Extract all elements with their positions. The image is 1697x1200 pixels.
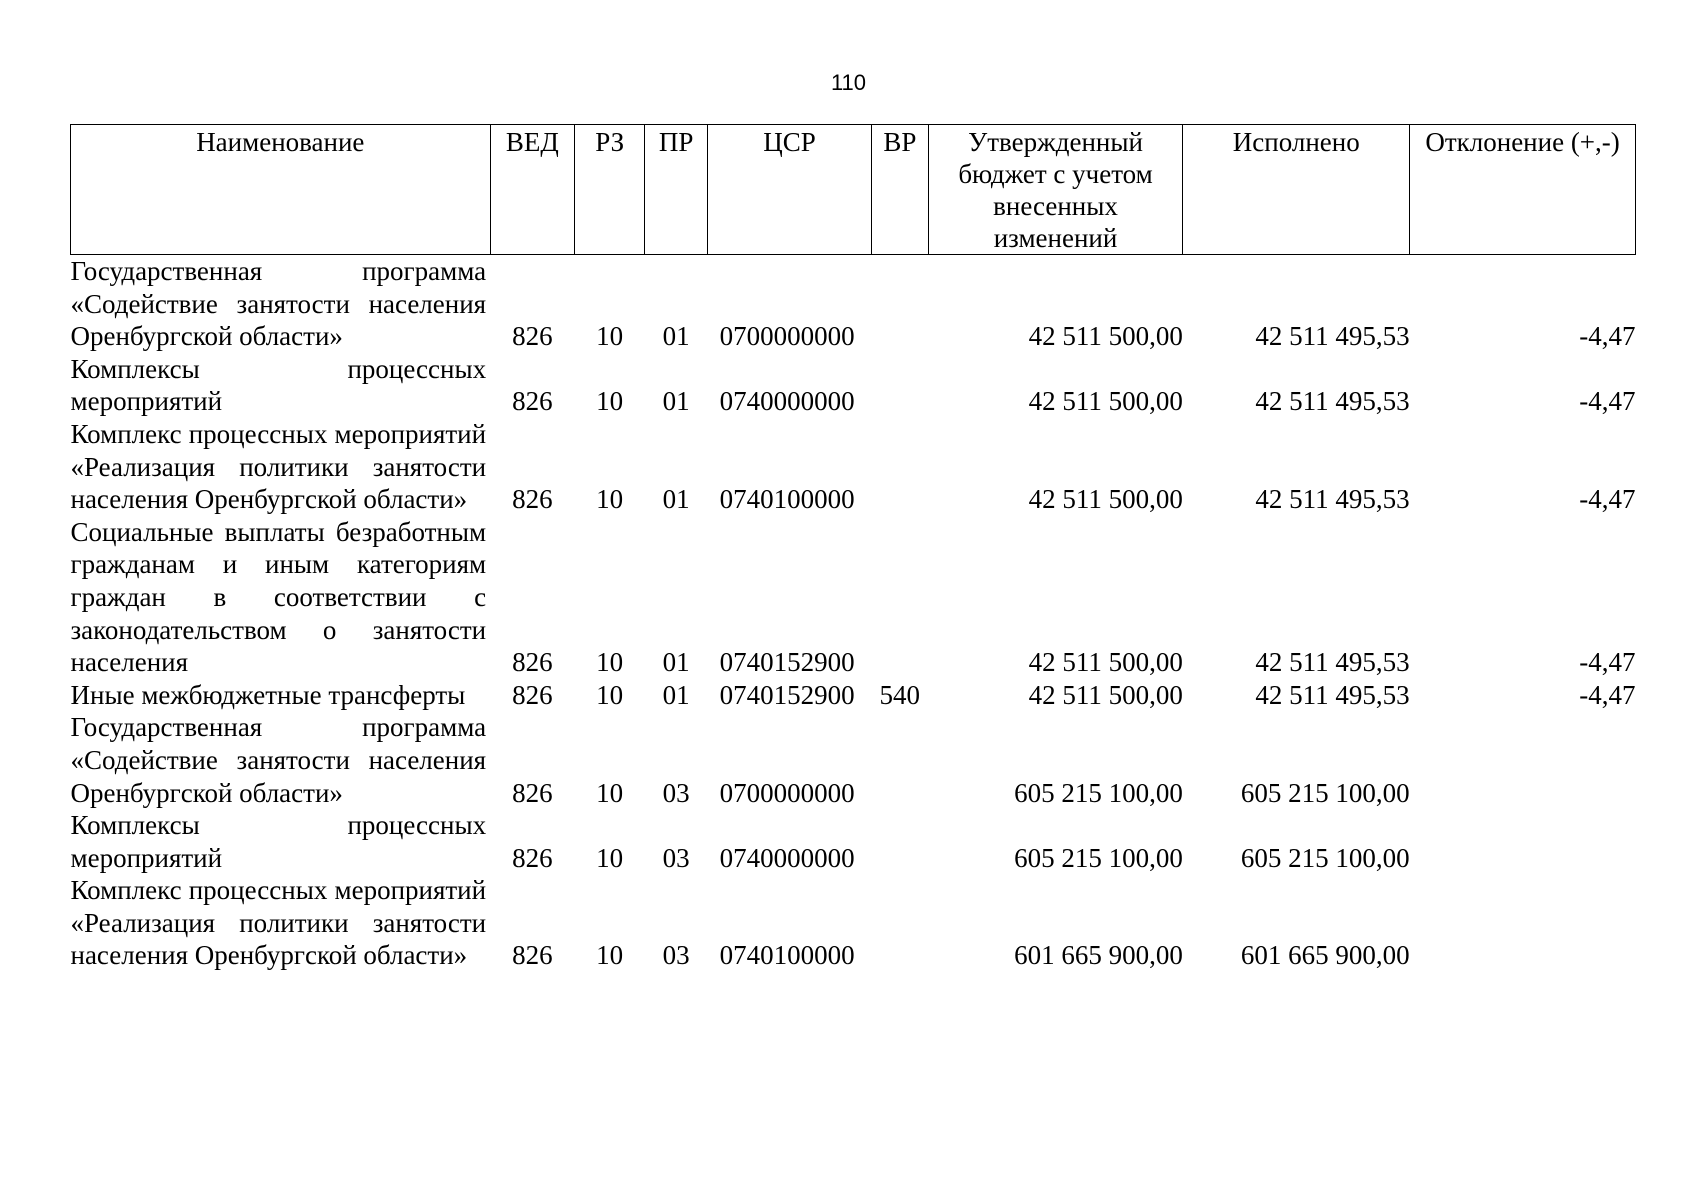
cell-deviation: -4,47 [1579,386,1636,417]
col-header-name: Наименование [71,125,491,255]
page-number: 110 [830,70,867,95]
cell-rz: 10 [596,940,624,971]
cell-executed: 605 215 100,00 [1240,777,1410,808]
cell-vr [872,809,929,874]
col-header-rz: РЗ [575,125,645,255]
cell-budget: 42 511 500,00 [1028,679,1183,710]
cell-ved: 826 [512,386,553,417]
cell-vr [872,353,929,418]
col-header-csr: ЦСР [708,125,872,255]
cell-csr: 0740100000 [719,940,855,971]
cell-name: Государственная программа «Содействие занятости населения Оренбургской области» [70,256,487,352]
cell-pr: 01 [662,484,690,515]
cell-rz: 10 [596,484,624,515]
col-header-executed: Исполнено [1183,125,1410,255]
cell-csr: 0740000000 [719,842,855,873]
col-header-vr: ВР [872,125,929,255]
cell-ved: 826 [512,679,553,710]
cell-vr: 540 [879,679,921,710]
cell-pr: 01 [662,679,690,710]
cell-csr: 0740000000 [719,386,855,417]
cell-budget: 42 511 500,00 [1028,386,1183,417]
cell-name: Комплекс процессных мероприятий «Реализация политики занятости населения Оренбургской области» [70,418,487,515]
cell-pr: 03 [662,777,690,808]
cell-executed: 42 511 495,53 [1255,321,1410,352]
cell-name: Государственная программа «Содействие занятости населения Оренбургской области» [70,712,487,808]
cell-executed: 42 511 495,53 [1255,484,1410,515]
cell-deviation [1410,809,1636,874]
cell-pr: 01 [662,321,690,352]
table-body [71,255,1636,973]
cell-name: Комплекс процессных мероприятий «Реализация политики занятости населения Оренбургской области» [70,875,487,971]
cell-budget: 42 511 500,00 [1028,484,1183,515]
cell-ved: 826 [512,484,553,515]
col-header-budget: Утвержденный бюджет с учетом внесенных изменений [928,125,1183,255]
cell-ved: 826 [512,321,553,352]
table-row [71,679,1636,712]
cell-pr: 03 [662,940,690,971]
cell-vr [872,418,929,516]
cell-vr [872,874,929,972]
cell-executed: 42 511 495,53 [1255,386,1410,417]
cell-vr [872,255,929,353]
table-row [71,418,1636,516]
cell-rz: 10 [596,777,624,808]
table-header-row [71,125,1636,255]
cell-deviation [1410,711,1636,809]
cell-executed: 601 665 900,00 [1240,940,1410,971]
cell-rz: 10 [596,647,624,678]
cell-deviation [1410,874,1636,972]
cell-name: Комплексы процессных мероприятий [70,353,487,417]
cell-ved: 826 [512,777,553,808]
cell-pr: 01 [662,386,690,417]
col-header-pr: ПР [645,125,708,255]
budget-table [70,124,1636,972]
cell-ved: 826 [512,842,553,873]
cell-budget: 601 665 900,00 [1014,940,1183,971]
cell-budget: 42 511 500,00 [1028,647,1183,678]
cell-executed: 42 511 495,53 [1255,679,1410,710]
cell-csr: 0700000000 [719,321,855,352]
table-row [71,516,1636,679]
cell-name: Социальные выплаты безработным гражданам и иным категориям граждан в соответствии с законодательством о занятости населения [70,516,487,678]
cell-rz: 10 [596,842,624,873]
table-row [71,874,1636,972]
table-row [71,711,1636,809]
cell-ved: 826 [512,940,553,971]
cell-executed: 42 511 495,53 [1255,647,1410,678]
table-row [71,809,1636,874]
cell-budget: 605 215 100,00 [1014,777,1183,808]
cell-vr [872,711,929,809]
cell-deviation: -4,47 [1579,679,1636,710]
cell-executed: 605 215 100,00 [1240,842,1410,873]
cell-budget: 42 511 500,00 [1028,321,1183,352]
col-header-deviation: Отклонение (+,-) [1410,125,1636,255]
cell-csr: 0740152900 [719,647,855,678]
cell-rz: 10 [596,679,624,710]
col-header-ved: ВЕД [490,125,575,255]
cell-rz: 10 [596,321,624,352]
cell-pr: 01 [662,647,690,678]
table-row [71,255,1636,353]
cell-csr: 0740152900 [719,679,855,710]
cell-deviation: -4,47 [1579,647,1636,678]
cell-pr: 03 [662,842,690,873]
cell-vr [872,516,929,679]
cell-csr: 0740100000 [719,484,855,515]
cell-deviation: -4,47 [1579,321,1636,352]
cell-ved: 826 [512,647,553,678]
cell-name: Комплексы процессных мероприятий [70,810,487,873]
cell-name: Иные межбюджетные трансферты [70,679,466,710]
table-row [71,353,1636,418]
cell-deviation: -4,47 [1579,484,1636,515]
cell-csr: 0700000000 [719,777,855,808]
cell-budget: 605 215 100,00 [1014,842,1183,873]
cell-rz: 10 [596,386,624,417]
